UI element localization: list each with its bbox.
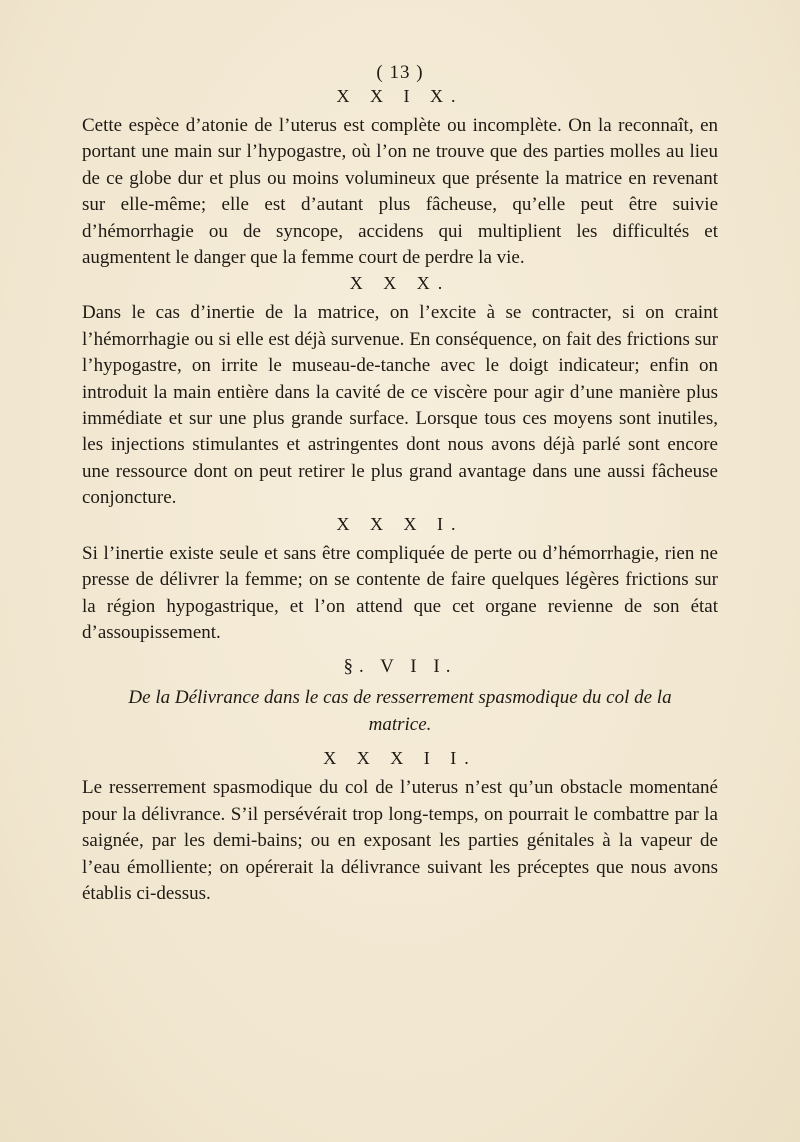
page-number: ( 13 ) xyxy=(376,62,424,83)
article-paragraph: Cette espèce d’atonie de l’uterus est complète ou incomplète. On la reconnaît, en portant une main sur l’hypogastre, où l’on ne trouve que des parties molles au lieu de ce globe dur et plus ou moins volumineux que présente la matrice en revenant sur elle-même; elle est d’autant plus fâcheuse, qu’elle peut être suivie d’hémorrhagie ou de syncope, accidens qui multiplient les difficultés et augmentent le danger que la femme court de perdre la vie. xyxy=(82,115,718,269)
article-paragraph: Si l’inertie existe seule et sans être compliquée de perte ou d’hémorrhagie, rien ne presse de délivrer la femme; on se contente de faire quelques légères frictions sur la région hypogastrique, et l’on attend que cet organe revienne de son état d’assoupissement. xyxy=(82,542,718,643)
article-heading: X X X I. xyxy=(336,513,464,534)
article-paragraph: Le resserrement spasmodique du col de l’uterus n’est qu’un obstacle momentané pour la délivrance. S’il persévérait trop long-temps, on pourrait le combattre par la saignée, par les demi-bains; ou en exposant les parties génitales à la vapeur de l’eau émolliente; on opérerait la délivrance suivant les préceptes que nous avons établis ci-dessus. xyxy=(82,777,718,904)
article-heading: X X X I I. xyxy=(323,748,477,769)
article-heading: X X X. xyxy=(349,273,451,294)
article-paragraph: Dans le cas d’inertie de la matrice, on l’excite à se contracter, si on craint l’hémorrhagie ou si elle est déjà survenue. En conséquence, on fait des frictions sur l’hypogastre, on irrite le museau-de-tanche avec le doigt indicateur; enfin on introduit la main entière dans la cavité de ce viscère pour agir d’une manière plus immédiate et sur une plus grande surface. Lorsque tous ces moyens sont inutiles, les injections stimulantes et astringentes dont nous avons déjà parlé sont encore une ressource dont on peut retirer le plus grand avantage dans une aussi fâcheuse conjoncture. xyxy=(82,302,718,509)
section-title: §. V I I. xyxy=(343,656,457,678)
page-text xyxy=(82,62,718,907)
section-subtitle: De la Délivrance dans le cas de resserrement spasmodique du col de la matrice. xyxy=(128,687,672,736)
article-heading: X X I X. xyxy=(336,86,464,106)
